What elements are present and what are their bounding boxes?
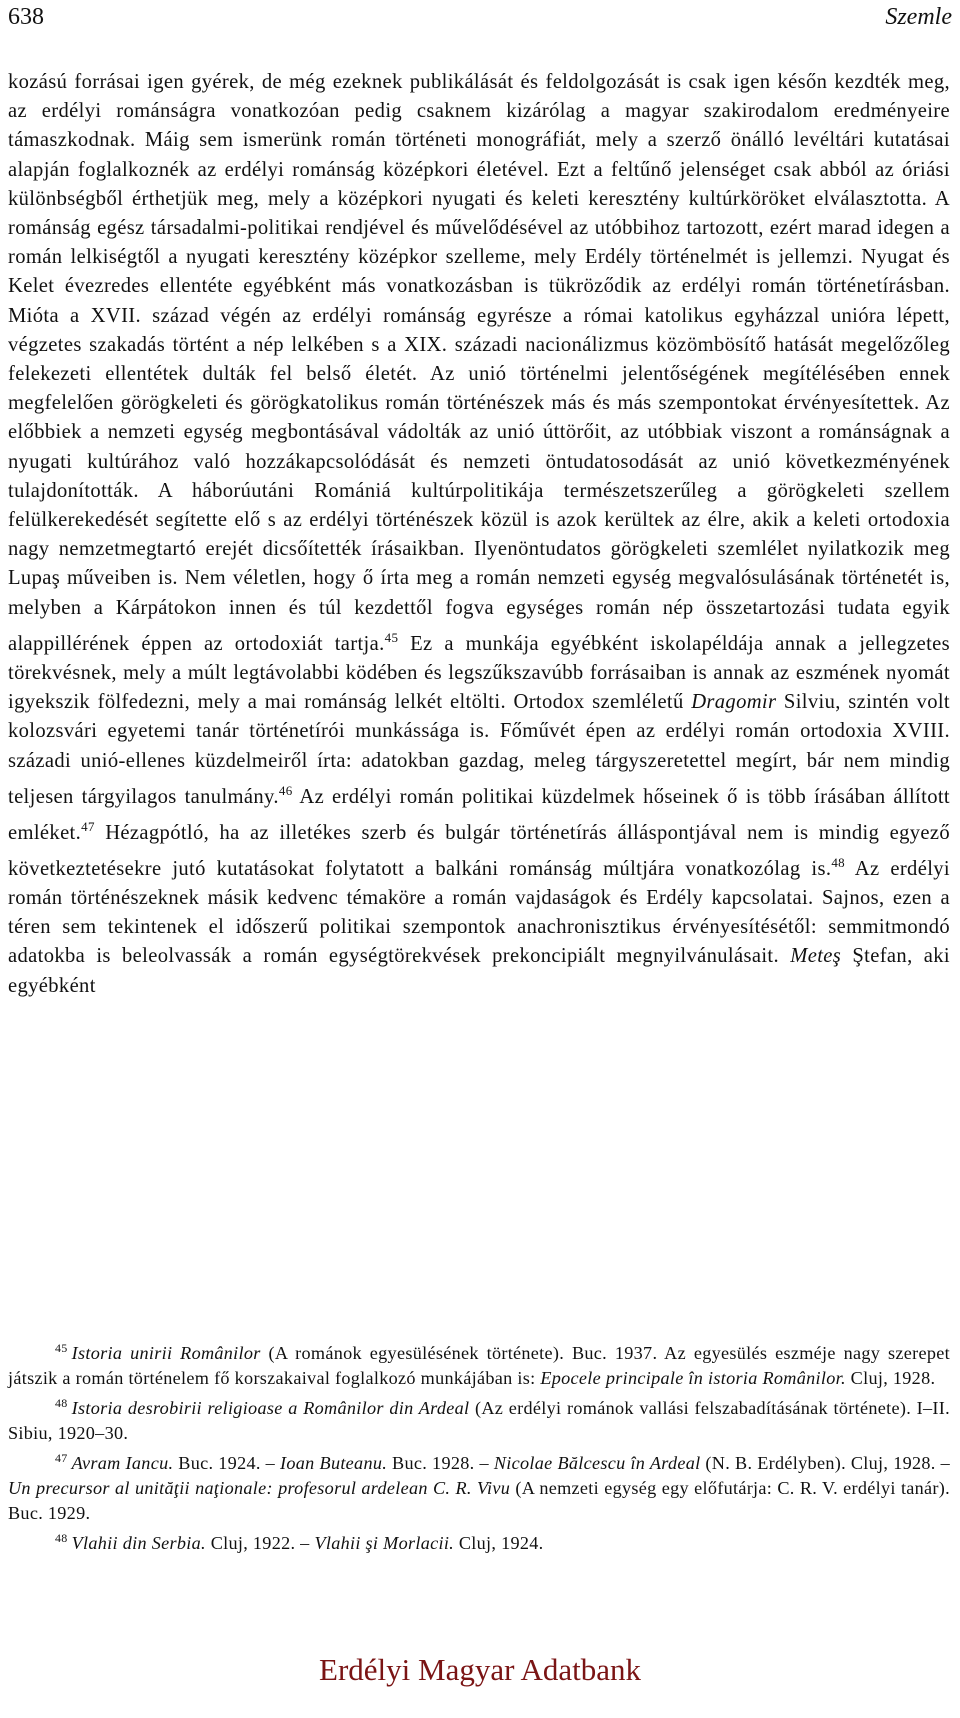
main-text-part-3: Silviu, szintén volt kolozsvári egyetemi tanár történetírói munkássága is. Főművét épen az erdélyi román ortodoxia XVIII. századi unió-ellenes küzdelmeiről írta: adatokban gazdag, meleg tárgyszeretettel megírt, bár nem mindig teljesen tárgyilagos tanulmány. (8, 691, 950, 808)
footnote-title: Nicolae Bălcescu în Ardeal (493, 1453, 701, 1473)
footnote-mark: 47 (55, 1451, 68, 1465)
footnote-mark: 48 (55, 1531, 68, 1545)
footnote-ref-46: 46 (278, 782, 293, 798)
footnote-46 (8, 1391, 950, 1446)
footnote-title: Vlahii şi Morlacii. (314, 1533, 455, 1553)
page-number: 638 (8, 3, 44, 30)
journal-title: Szemle (885, 3, 952, 30)
main-text (8, 68, 950, 1001)
main-text-part-4: Az erdélyi román politikai küzdelmek hőseinek ő is több írásában állított emléket. (8, 785, 950, 844)
footnote-48 (8, 1526, 950, 1556)
main-text-part-6: Az erdélyi román történészeknek másik kedvenc témaköre a román vajdaságok és Erdély kapcsolatai. Sajnos, ezen a téren sem tekintenek el időszerű politikai szempontok anachronisztikus érvényesítésétől: semmitmondó adatokba is beleolvassák a román egységtörekvések prekoncipiált megnyilvánulásait. (8, 857, 950, 968)
main-text-part-2: Ez a munkája egyébként iskolapéldája annak a jellegzetes törekvésnek, mely a múlt legtávolabbi ködében és legszűkszavúbb forrásaiban is annak az eszmének nyomát igyekszik fölfedezni, mely a mai románság lelkét eltölti. Ortodox szemléletű (8, 632, 950, 714)
watermark: Erdélyi Magyar Adatbank (319, 1652, 641, 1687)
footnote-text: Buc. 1924. – (173, 1453, 281, 1473)
footnote-text: (A románok egyesülésének története). Buc. 1937. Az egyesülés eszméje nagy szerepet játszik a román történelem fő korszakaival foglalkozó munkájában is: (8, 1343, 951, 1388)
footnote-text: Buc. 1928. – (387, 1453, 494, 1473)
author-metes: Meteş (790, 945, 842, 968)
footnote-title: Istoria unirii Românilor (71, 1343, 261, 1363)
footnote-45 (8, 1336, 950, 1391)
footnote-ref-48: 48 (831, 854, 846, 870)
footnote-mark: 48 (55, 1396, 68, 1410)
main-text-part-5: Hézagpótló, ha az illetékes szerb és bulgár történetírás álláspontjával nem is mindig egyező következtetésekre jutó kutatásokat folytatott a balkáni románság múltjára vonatkozólag is. (8, 821, 950, 880)
footnote-title: Ioan Buteanu. (280, 1453, 388, 1473)
footnote-text: (A nemzeti egység egy előfutárja: C. R. V. erdélyi tanár). Buc. 1929. (8, 1478, 950, 1523)
footnote-ref-47: 47 (81, 818, 95, 834)
page-header (8, 0, 952, 34)
footnote-mark: 45 (55, 1341, 68, 1355)
author-dragomir: Dragomir (691, 691, 777, 714)
footnote-ref-45: 45 (384, 629, 399, 645)
footnote-text: Cluj, 1924. (454, 1533, 544, 1553)
footnote-text: (N. B. Erdélyben). Cluj, 1928. – (700, 1453, 950, 1473)
footnote-text: Cluj, 1928. (845, 1368, 936, 1388)
footnote-title: Epocele principale în istoria Românilor. (540, 1368, 846, 1388)
footnote-title: Avram Iancu. (71, 1453, 174, 1473)
footnote-title: Istoria desrobirii religioase a Românilor din Ardeal (71, 1398, 470, 1418)
footnote-title: Vlahii din Serbia. (71, 1533, 206, 1553)
main-text-part-7: Ştefan, aki egyébként (8, 945, 950, 997)
main-text-part-1: kozású forrásai igen gyérek, de még ezeknek publikálását és feldolgozását is csak igen későn kezdték meg, az erdélyi románságra vonatkozóan pedig csaknem kizárólag a magyar szakirodalom eredményeire támaszkodnak. Máig sem ismerünk román történeti monográfiát, mely a szerző önálló levéltári kutatásai alapján foglalkoznék az erdélyi románság középkori életével. Ezt a feltűnő jelenséget csak abból az óriási különbségből érthetjük meg, mely a középkori nyugati és keleti keresztény kultúrköröket elválasztotta. A románság egész társadalmi-politikai rendjével és művelődésével az utóbbihoz tartozott, ezért marad idegen a román lelkiségtől a nyugati keresztény középkor szelleme, mely Erdély történelmét is jellemzi. Nyugat és Kelet évezredes ellentéte egyébként más vonatkozásban is tükröződik az erdélyi román történetírásban. Mióta a XVII. század végén az erdélyi románság egyrésze a római katolikus egyházzal unióra lépett, végzetes szakadás történt a nép lelkében s a XIX. századi nacionálizmus közömbösítő hatását megelőzőleg felekezeti ellentétek dulták fel belső életét. Az unió történelmi jelentőségének megítélésében ennek megfelelően görögkeleti és görögkatolikus román történészek más és más szempontokat érvényesítettek. Az előbbiek a nemzeti egység megbontásával vádolták az unió úttörőit, az utóbbiak viszont a románságnak a nyugati kultúrához való hozzákapcsolódását és nemzeti öntudatosodását az unió következményének tulajdonították. A háborúutáni Romániá kultúrpolitikája természetszerűleg a görögkeleti szellem felülkerekedését segítette elő s az erdélyi történészek közül is azok kerültek az élre, akik a keleti ortodoxia nagy nemzetmegtartó erejét dicsőítették írásaikban. Ilyenöntudatos görögkeleti szemlélet nyilatkozik meg Lupaş műveiben is. Nem véletlen, hogy ő írta meg a román nemzeti egység megvalósulásának történetét is, melyben a Kárpátokon innen és túl kezdettől fogva egységes román nép összetartozási tudata egyik alappillérének éppen az ortodoxiát tartja. (8, 71, 950, 655)
footnote-title: Un precursor al unităţii naţionale: profesorul ardelean C. R. Vivu (8, 1478, 511, 1498)
footnote-text: (Az erdélyi románok vallási felszabadításának története). I–II. Sibiu, 1920–30. (8, 1398, 950, 1443)
footnote-47 (8, 1446, 950, 1526)
footnote-text: Cluj, 1922. – (205, 1533, 315, 1553)
footnotes (8, 1336, 950, 1556)
